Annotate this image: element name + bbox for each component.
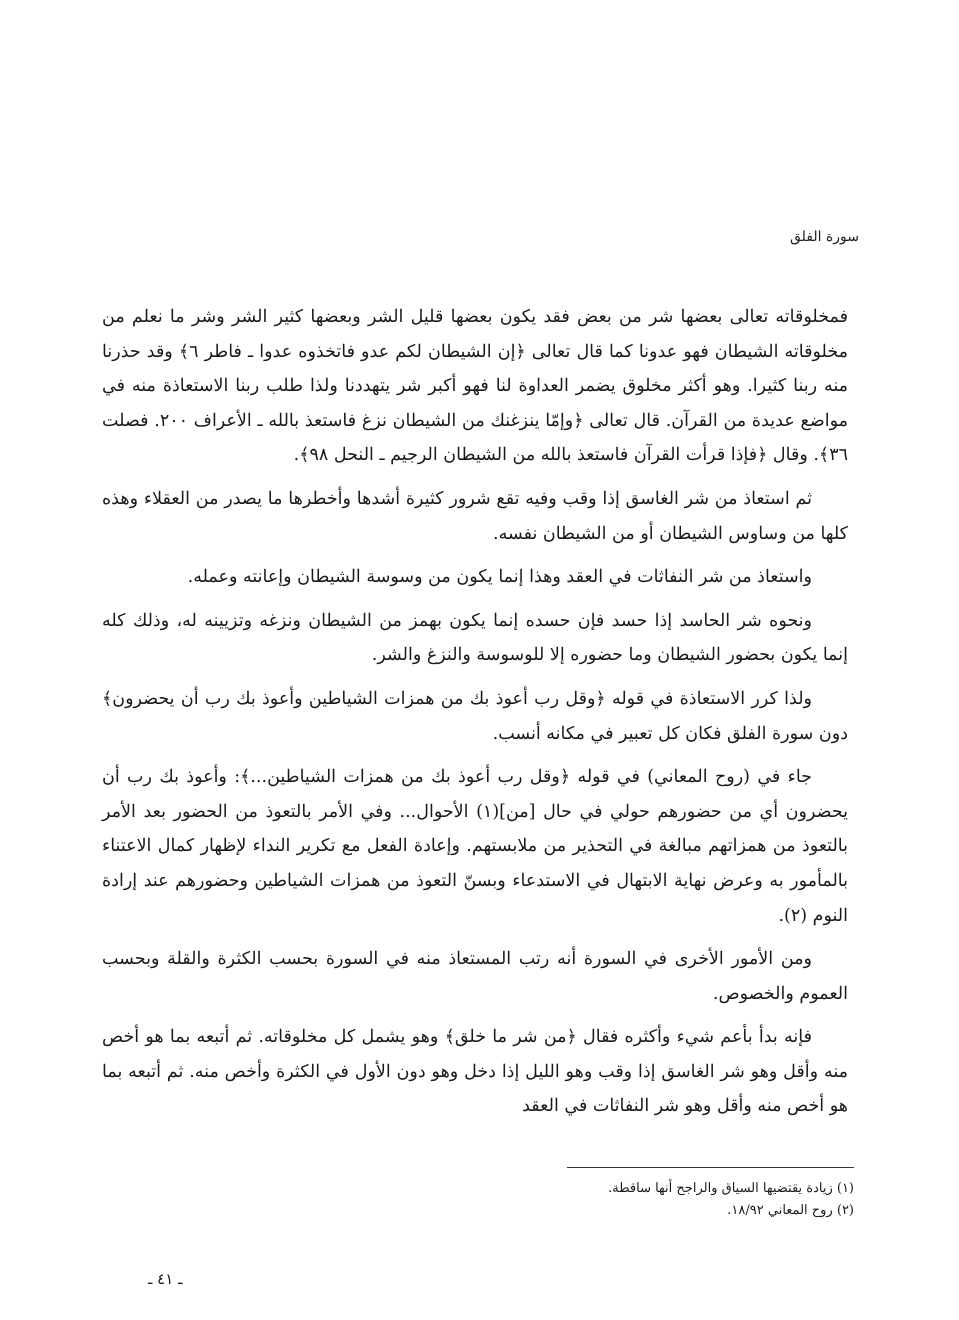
footnotes [394, 1178, 854, 1222]
footnote-1: (١) زيادة يقتضيها السياق والراجح أنها ساقطة. [608, 1181, 854, 1196]
paragraph-5: ولذا كرر الاستعاذة في قوله ﴿وقل رب أعوذ بك من همزات الشياطين وأعوذ بك رب أن يحضرون﴾ دون سورة الفلق فكان كل تعبير في مكانه أنسب. [102, 688, 848, 744]
paragraph-3: واستعاذ من شر النفاثات في العقد وهذا إنما يكون من وسوسة الشيطان وإعانته وعمله. [187, 567, 812, 588]
running-title: سورة الفلق [789, 229, 859, 245]
paragraph-7: ومن الأمور الأخرى في السورة أنه رتب المستعاذ منه في السورة بحسب الكثرة والقلة وبحسب العموم والخصوص. [102, 949, 848, 1004]
main-text [102, 300, 848, 1133]
paragraph-6: جاء في (روح المعاني) في قوله ﴿وقل رب أعوذ بك من همزات الشياطين...﴾: وأعوذ بك رب أن يحضرون أي من حضورهم حولي في حال [من](١) الأحوال... وفي الأمر بالتعوذ من الحضور بعد الأمر بالتعوذ من همزاتهم مبالغة في التحذير من ملابستهم. وإعادة الفعل مع تكرير النداء لإظهار كمال الاعتناء بالمأمور به وعرض نهاية الابتهال في الاستدعاء وبسنّ التعوذ من همزات الشياطين وحضورهم عند إرادة النوم (٢). [102, 767, 848, 926]
footnote-2: (٢) روح المعاني ١٨/٩٢. [727, 1203, 854, 1218]
footnote-divider [567, 1167, 854, 1168]
paragraph-4: ونحوه شر الحاسد إذا حسد فإن حسده إنما يكون بهمز من الشيطان ونزغه وتزيينه له، وذلك كله إنما يكون بحضور الشيطان وما حضوره إلا للوسوسة والنزغ والشر. [102, 610, 848, 666]
paragraph-1: فمخلوقاته تعالى بعضها شر من بعض فقد يكون بعضها قليل الشر وبعضها كثير الشر وشر ما نعلم من مخلوقاته الشيطان فهو عدونا كما قال تعالى ﴿إن الشيطان لكم عدو فاتخذوه عدوا ـ فاطر ٦﴾ وقد حذرنا منه ربنا كثيرا. وهو أكثر مخلوق يضمر العداوة لنا فهو أكبر شر يتهددنا ولذا طلب ربنا الاستعاذة منه في مواضع عديدة من القرآن. قال تعالى ﴿وإمّا ينزغنك من الشيطان نزغ فاستعذ بالله ـ الأعراف ٢٠٠. فصلت ٣٦﴾. وقال ﴿فإذا قرأت القرآن فاستعذ بالله من الشيطان الرجيم ـ النحل ٩٨﴾. [102, 307, 848, 466]
page-number: ـ ٤١ ـ [148, 1270, 183, 1288]
paragraph-2: ثم استعاذ من شر الغاسق إذا وقب وفيه تقع شرور كثيرة أشدها وأخطرها ما يصدر من العقلاء وهذه كلها من وساوس الشيطان أو من الشيطان نفسه. [102, 488, 848, 544]
paragraph-8: فإنه بدأ بأعم شيء وأكثره فقال ﴿من شر ما خلق﴾ وهو يشمل كل مخلوقاته. ثم أتبعه بما هو أخص منه وأقل وهو شر الغاسق إذا وقب وهو الليل إذا دخل وهو دون الأول في الكثرة وأخص منه. ثم أتبعه بما هو أخص منه وأقل وهو شر النفاثات في العقد [102, 1027, 848, 1117]
